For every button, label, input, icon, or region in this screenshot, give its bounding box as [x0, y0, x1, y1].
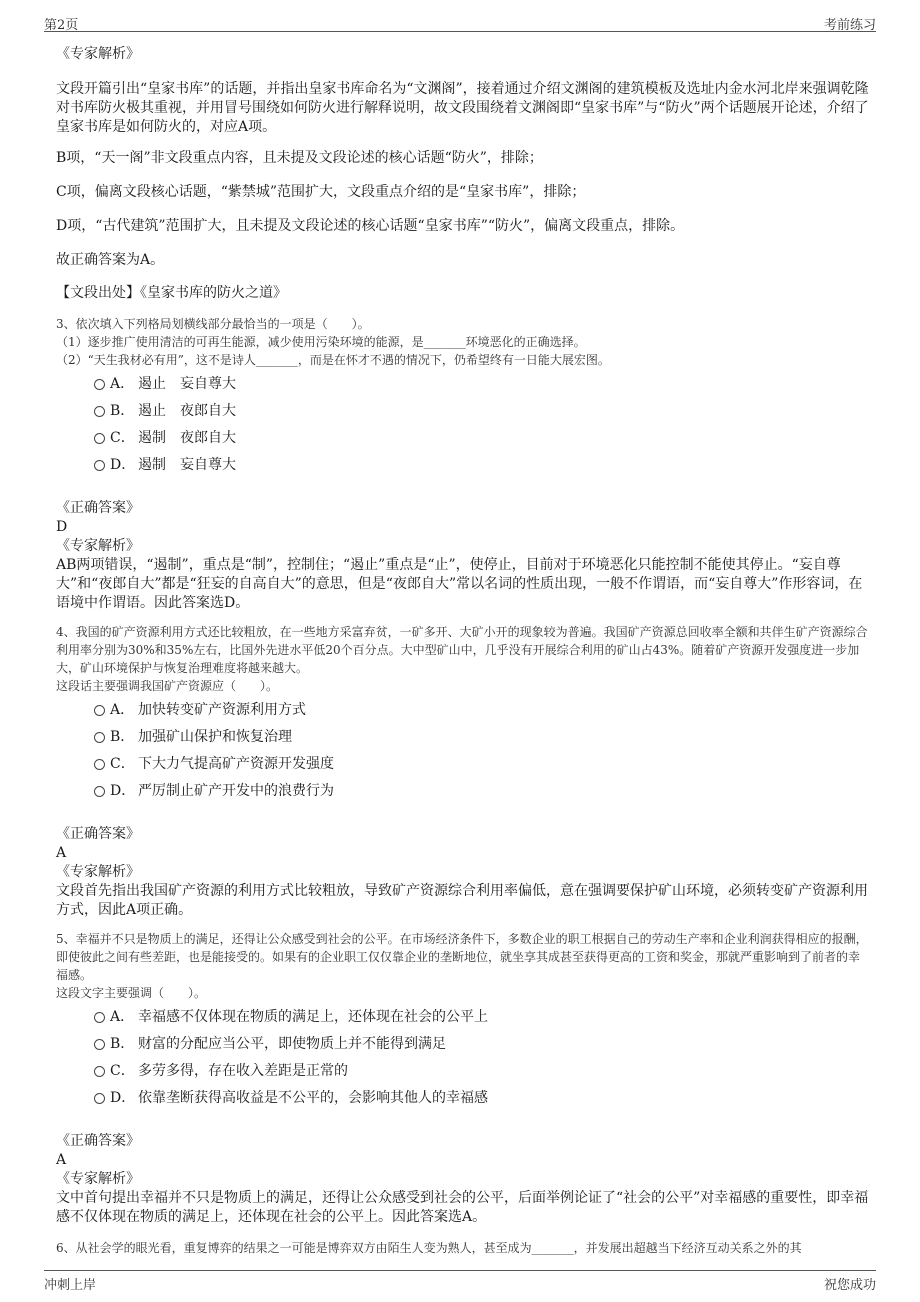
question-stem: 4、我国的矿产资源利用方式还比较粗放，在一些地方采富弃贫，一矿多开、大矿小开的现象较为普遍。我国矿产资源总回收率全额和共伴生矿产资源综合利用率分别为30%和35%左右，比国外先进水平低20个百分点。大中型矿山中，几乎没有开展综合利用的矿山占43%。随着矿产资源开发强度进一步加大，矿山环境保护与恢复治理难度将越来越大。 [56, 625, 868, 675]
correct-answer: A [56, 1152, 67, 1168]
correct-answer: D [56, 519, 68, 535]
header-title: 考前练习 [823, 18, 876, 33]
option-b[interactable]: B． 遏止 夜郎自大 [56, 398, 870, 425]
question-stem: 3、依次填入下列格局划横线部分最恰当的一项是（ ）。 [56, 317, 370, 331]
analysis-paragraph: C项，偏离文段核心话题，“紫禁城”范围扩大，文段重点介绍的是“皇家书库”，排除； [56, 184, 586, 200]
radio-icon[interactable] [94, 759, 105, 770]
option-d[interactable]: D． 依靠垄断获得高收益是不公平的，会影响其他人的幸福感 [56, 1085, 870, 1112]
option-c[interactable]: C． 多劳多得，存在收入差距是正常的 [56, 1058, 870, 1085]
footer-right-text: 祝您成功 [823, 1278, 876, 1293]
radio-icon[interactable] [94, 786, 105, 797]
expert-analysis-label: 《专家解析》 [56, 538, 140, 554]
analysis-paragraph: 文段首先指出我国矿产资源的利用方式比较粗放，导致矿产资源综合利用率偏低，意在强调要保护矿山环境，必须转变矿产资源利用方式，因此A项正确。 [56, 883, 868, 918]
correct-answer: A [56, 845, 67, 861]
radio-icon[interactable] [94, 1066, 105, 1077]
option-d[interactable]: D． 严厉制止矿产开发中的浪费行为 [56, 778, 870, 805]
expert-analysis-label: 《专家解析》 [56, 1171, 140, 1187]
analysis-paragraph: 文段开篇引出“皇家书库”的话题，并指出皇家书库命名为“文渊阁”，接着通过介绍文渊阁的建筑模板及选址内金水河北岸来强调乾隆对书库防火极其重视，并用冒号围绕如何防火进行解释说明，故文段围绕着文渊阁即“皇家书库”与“防火”两个话题展开论述，介绍了皇家书库是如何防火的，对应A项。 [56, 81, 869, 135]
question-sentence: （2）“天生我材必有用”，这不是诗人_______，而是在怀才不遇的情况下，仍希望终有一日能大展宏图。 [56, 353, 610, 367]
document-body [56, 45, 870, 1257]
option-a[interactable]: A． 幸福感不仅体现在物质的满足上，还体现在社会的公平上 [56, 1004, 870, 1031]
option-a[interactable]: A． 遏止 妄自尊大 [56, 371, 870, 398]
options-list [56, 371, 870, 479]
analysis-paragraph: 文中首句提出幸福并不只是物质上的满足，还得让公众感受到社会的公平，后面举例论证了“社会的公平”对幸福感的重要性，即幸福感不仅体现在物质的满足上，还体现在社会的公平上。因此答案选A。 [56, 1190, 869, 1225]
radio-icon[interactable] [94, 1012, 105, 1023]
option-b[interactable]: B． 加强矿山保护和恢复治理 [56, 724, 870, 751]
question-stem: 6、从社会学的眼光看，重复博弈的结果之一可能是博弈双方由陌生人变为熟人，甚至成为_______，并发展出超越当下经济互动关系之外的其 [56, 1241, 802, 1255]
question-sentence: （1）逐步推广使用清洁的可再生能源，减少使用污染环境的能源，是_______环境恶化的正确选择。 [56, 335, 586, 349]
radio-icon[interactable] [94, 732, 105, 743]
page-number: 第2页 [44, 18, 79, 33]
correct-answer-label: 《正确答案》 [56, 500, 140, 516]
radio-icon[interactable] [94, 1093, 105, 1104]
question-prompt: 这段文字主要强调（ ）。 [56, 986, 207, 1000]
question-stem: 5、幸福并不只是物质上的满足，还得让公众感受到社会的公平。在市场经济条件下，多数企业的职工根据自己的劳动生产率和企业利润获得相应的报酬，即使彼此之间有些差距，也是能接受的。如果有的企业职工仅仅靠企业的垄断地位，就坐享其成甚至获得更高的工资和奖金，那就严重影响到了前者的幸福感。 [56, 932, 868, 982]
options-list [56, 697, 870, 805]
answer-statement: 故正确答案为A。 [56, 252, 165, 268]
option-c[interactable]: C． 下大力气提高矿产资源开发强度 [56, 751, 870, 778]
radio-icon[interactable] [94, 433, 105, 444]
analysis-paragraph: D项，“古代建筑”范围扩大，且未提及文段论述的核心话题“皇家书库”“防火”，偏离文段重点，排除。 [56, 218, 685, 234]
analysis-paragraph: AB两项错误，“遏制”，重点是“制”，控制住；“遏止”重点是“止”，使停止，目前对于环境恶化只能控制不能使其停止。“妄自尊大”和“夜郎自大”都是“狂妄的自高自大”的意思，但是“夜郎自大”常以名词的性质出现，一般不作谓语，而“妄自尊大”作形容词，在语境中作谓语。因此答案选D。 [56, 557, 863, 611]
options-list [56, 1004, 870, 1112]
footer-left-text: 冲刺上岸 [44, 1278, 97, 1293]
text-source: 【文段出处】《皇家书库的防火之道》 [56, 285, 287, 301]
expert-analysis-label: 《专家解析》 [56, 46, 140, 62]
analysis-paragraph: B项，“天一阁”非文段重点内容，且未提及文段论述的核心话题“防火”，排除； [56, 150, 543, 166]
correct-answer-label: 《正确答案》 [56, 1133, 140, 1149]
option-d[interactable]: D． 遏制 妄自尊大 [56, 452, 870, 479]
radio-icon[interactable] [94, 460, 105, 471]
question-prompt: 这段话主要强调我国矿产资源应（ ）。 [56, 679, 279, 693]
footer-divider [44, 1270, 876, 1271]
radio-icon[interactable] [94, 406, 105, 417]
correct-answer-label: 《正确答案》 [56, 826, 140, 842]
radio-icon[interactable] [94, 1039, 105, 1050]
expert-analysis-label: 《专家解析》 [56, 864, 140, 880]
option-b[interactable]: B． 财富的分配应当公平，即使物质上并不能得到满足 [56, 1031, 870, 1058]
radio-icon[interactable] [94, 379, 105, 390]
option-c[interactable]: C． 遏制 夜郎自大 [56, 425, 870, 452]
option-a[interactable]: A． 加快转变矿产资源利用方式 [56, 697, 870, 724]
header-divider [44, 31, 876, 32]
radio-icon[interactable] [94, 705, 105, 716]
